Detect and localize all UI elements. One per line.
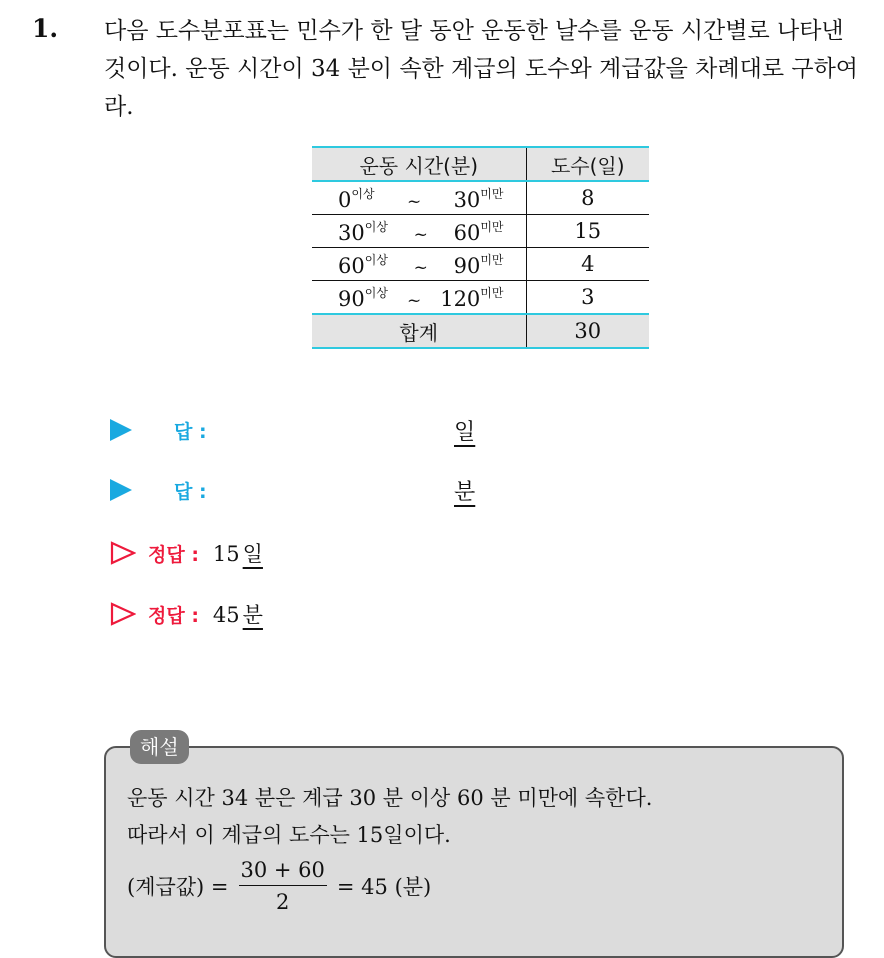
range-from: 30 [338,220,365,245]
upper-suffix: 미만 [480,186,504,201]
explanation-box [104,746,844,958]
class-range [312,215,526,248]
fraction-numerator: 30 + 60 [239,858,327,886]
class-range [312,281,526,315]
class-range [312,248,526,281]
table-row [312,215,649,248]
formula-right: = 45 (분) [336,875,432,899]
outline-triangle-icon [110,602,136,626]
solution-unit: 분 [242,603,263,627]
frequency-cell: 15 [526,215,649,248]
range-from: 90 [338,286,365,311]
lower-suffix: 이상 [364,285,388,300]
solution-row-2 [110,594,263,634]
answer-label: 답 : [174,420,207,443]
explanation-line-2: 따라서 이 계급의 도수는 15일이다. [127,823,451,847]
question-text: 다음 도수분포표는 민수가 한 달 동안 운동한 날수를 운동 시간별로 나타낸 것이다. 운동 시간이 34 분이 속한 계급의 도수와 계급값을 차례대로 구하여라. [104,18,859,120]
table-row [312,181,649,215]
lower-suffix: 이상 [364,219,388,234]
lower-suffix: 이상 [351,186,375,201]
solution-label: 정답 : [148,604,199,627]
answer-row-1 [110,410,476,450]
range-to: 120 [440,286,481,311]
total-label: 합계 [312,314,526,348]
upper-suffix: 미만 [480,252,504,267]
question-number: 1. [32,14,59,43]
frequency-cell: 3 [526,281,649,315]
table-row [312,248,649,281]
solution-label: 정답 : [148,543,199,566]
upper-suffix: 미만 [480,219,504,234]
total-value: 30 [526,314,649,348]
explanation-tag: 해설 [130,730,189,764]
explanation-line-1: 운동 시간 34 분은 계급 30 분 이상 60 분 미만에 속한다. [127,786,653,810]
table-row [312,281,649,315]
range-to: 90 [453,253,481,278]
range-from: 60 [338,253,365,278]
lower-suffix: 이상 [364,252,388,267]
frequency-cell: 4 [526,248,649,281]
solution-value: 15 [212,542,240,566]
fraction [239,858,327,914]
frequency-table [312,146,649,349]
header-time: 운동 시간(분) [312,147,526,181]
table-header-row [312,147,649,181]
upper-suffix: 미만 [480,285,504,300]
answer-input-unit[interactable]: 일 [454,419,476,445]
solution-value-wrap [213,599,263,629]
solution-value-wrap [213,538,263,568]
solution-unit: 일 [242,542,263,566]
table-total-row [312,314,649,348]
tilde: ~ [406,191,422,212]
range-from: 0 [338,187,352,212]
header-frequency: 도수(일) [526,147,649,181]
solution-value: 45 [212,603,240,627]
answer-input-unit[interactable]: 분 [454,479,476,505]
formula-left: (계급값) = [127,875,229,899]
tilde: ~ [406,290,422,311]
answer-label: 답 : [174,480,207,503]
frequency-cell: 8 [526,181,649,215]
outline-triangle-icon [110,541,136,565]
tilde: ~ [413,257,428,278]
class-range [312,181,526,215]
class-mark-formula [127,858,431,914]
range-to: 60 [453,220,481,245]
answer-row-2 [110,470,476,510]
play-triangle-icon [110,419,132,441]
fraction-denominator: 2 [276,890,290,914]
play-triangle-icon [110,479,132,501]
range-to: 30 [453,187,481,212]
tilde: ~ [413,224,428,245]
solution-row-1 [110,533,263,573]
